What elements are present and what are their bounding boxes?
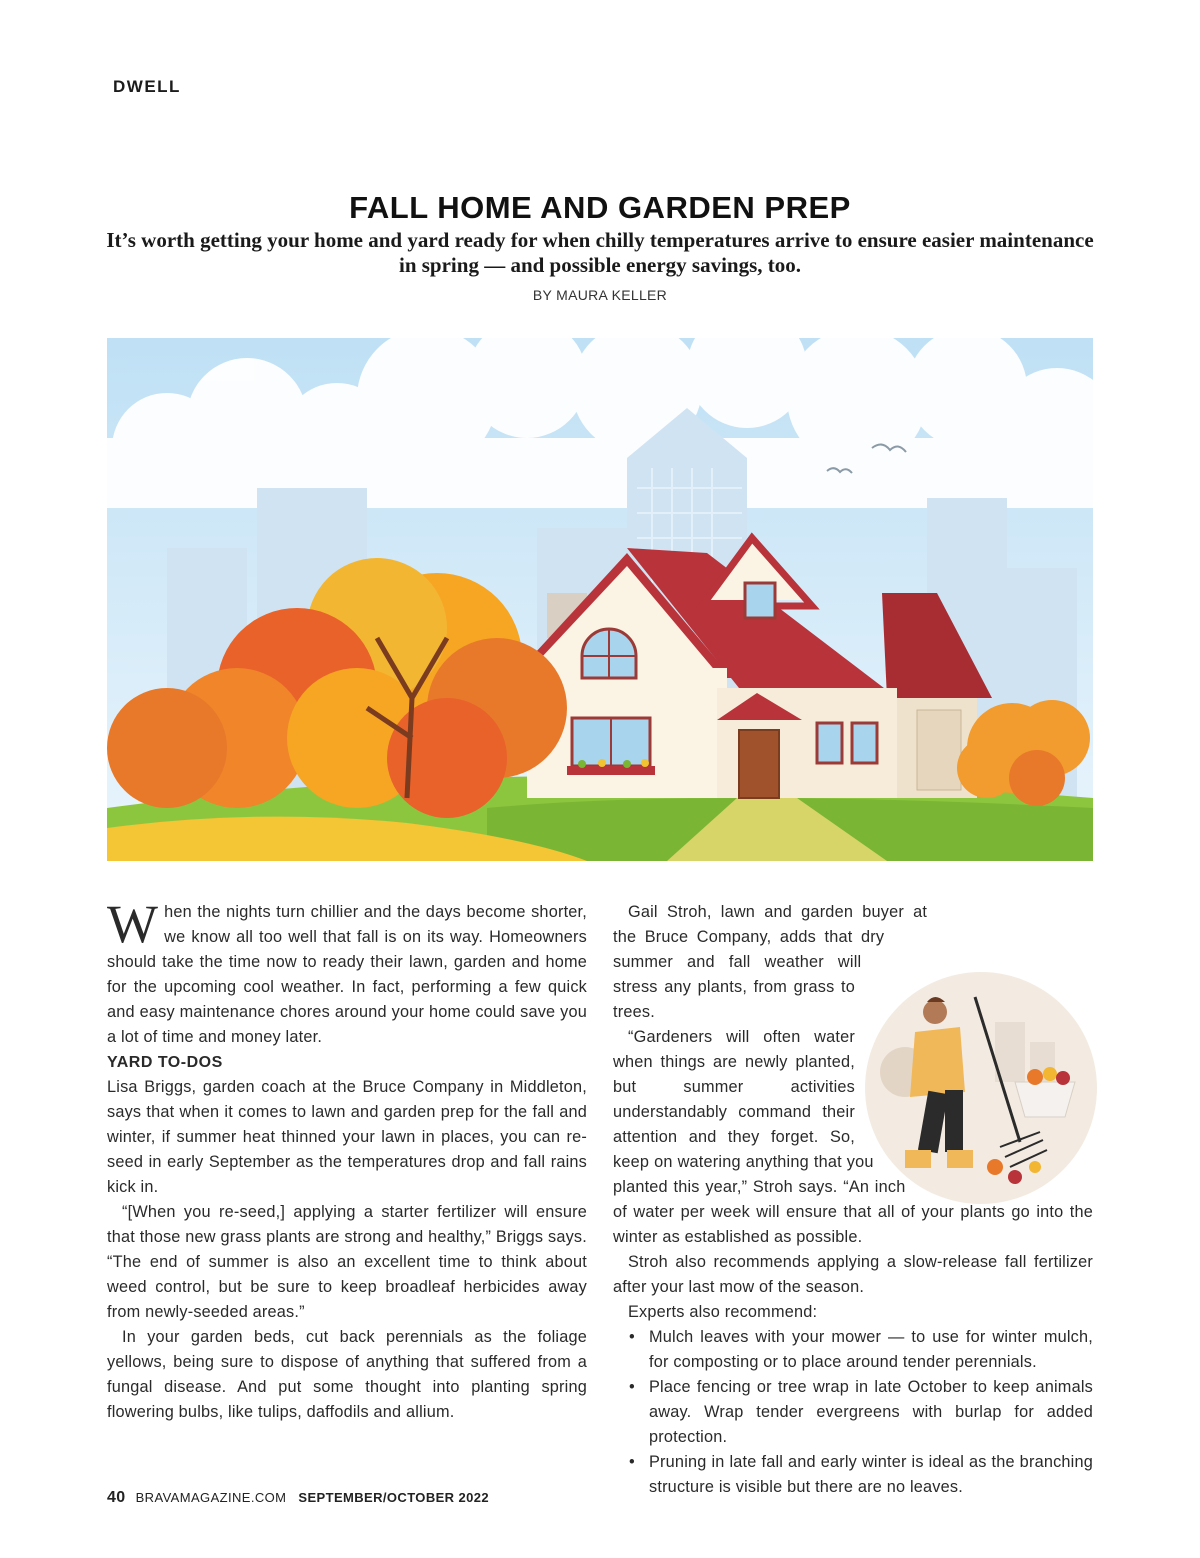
- page-footer: [107, 1489, 489, 1507]
- intro-text: hen the nights turn chillier and the days become shorter, we know all too well that fall is on its way. Homeowners should take the time now to ready their lawn, garden and home for the upcoming cool weather. In fact, performing a few quick and easy maintenance chores around your home could save you a lot of time and money later.: [107, 903, 587, 1046]
- list-item: • Mulch leaves with your mower — to use for winter mulch, for composting or to place around tender perennials.: [613, 1325, 1093, 1375]
- byline: BY MAURA KELLER: [532, 287, 668, 303]
- column-right: [613, 900, 1093, 1500]
- paragraph-stroh-intro: Gail Stroh, lawn and garden buyer at the Bruce Company, adds that dry summer and fall weather will stress any plants, from grass to trees.: [613, 903, 928, 1021]
- column-left: [107, 894, 587, 1425]
- footer-issue: SEPTEMBER/OCTOBER 2022: [298, 1490, 490, 1505]
- subhead-yard-to-dos: YARD TO-DOS: [107, 1054, 223, 1071]
- drop-cap: W: [107, 894, 159, 954]
- article-dek: It’s worth getting your home and yard ready for when chilly temperatures arrive to ensure easier maintenance in spring — and possible energy savings, too.: [106, 228, 1094, 277]
- raking-illustration: [865, 972, 1097, 1204]
- intro-paragraph: [107, 894, 587, 1050]
- list-item: • Pruning in late fall and early winter is ideal as the branching structure is visible but there are no leaves.: [613, 1450, 1093, 1500]
- page-number: 40: [107, 1489, 126, 1506]
- gardener-raking-illustration: [865, 972, 1097, 1204]
- recommendation-list: [613, 1325, 1093, 1500]
- section-label: DWELL: [113, 77, 181, 96]
- paragraph-experts: Experts also recommend:: [628, 1303, 818, 1321]
- footer-site: BRAVAMAGAZINE.COM: [135, 1490, 287, 1505]
- paragraph-reseed-quote: “[When you re-seed,] applying a starter fertilizer will ensure that those new grass plants are strong and healthy,” Briggs says. “The end of summer is also an excellent time to think about weed control, but be sure to keep broadleaf herbicides away from newly-seeded areas.”: [107, 1203, 587, 1321]
- paragraph-garden-beds: In your garden beds, cut back perennials as the foliage yellows, being sure to dispose of anything that suffered from a fungal disease. And put some thought into planting spring flowering bulbs, like tulips, daffodils and allium.: [107, 1328, 587, 1421]
- list-item: • Place fencing or tree wrap in late October to keep animals away. Wrap tender evergreens with burlap for added protection.: [613, 1375, 1093, 1450]
- paragraph-stroh-quote: “Gardeners will often water when things are newly planted, but summer activities understandably command their attention and they forget. So, keep on watering anything that you planted this year,” Stroh says. “An inch of water per week will ensure that all of your plants go into the winter as established as possible.: [613, 1028, 1093, 1246]
- autumn-house-illustration: [107, 338, 1093, 861]
- article-title: FALL HOME AND GARDEN PREP: [349, 190, 851, 225]
- paragraph-fertilizer: Stroh also recommends applying a slow-release fall fertilizer after your last mow of the season.: [613, 1253, 1093, 1296]
- hero-illustration: [107, 338, 1093, 861]
- paragraph-briggs: Lisa Briggs, garden coach at the Bruce Company in Middleton, says that when it comes to lawn and garden prep for the fall and winter, if summer heat thinned your lawn in places, you can re-seed in early September as the temperatures drop and fall rains kick in.: [107, 1078, 587, 1196]
